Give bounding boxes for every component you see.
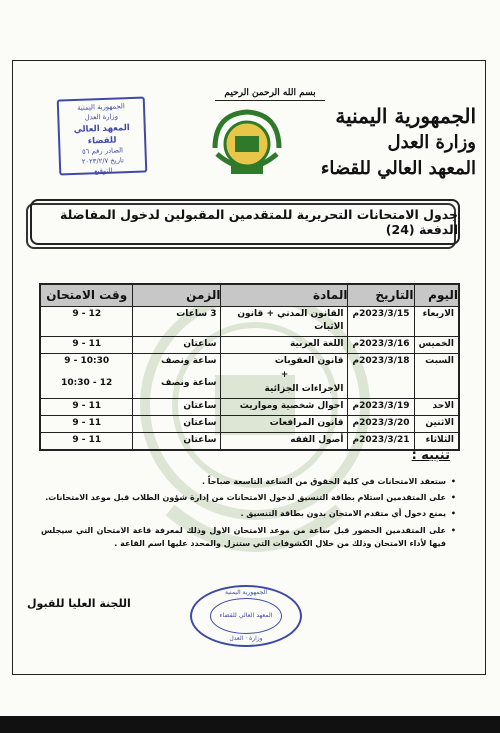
list-item: • على المتقدمين استلام بطاقة التنسيق لدخول الامتحانات من إدارة شؤون الطلاب قبل موعد الامتحانات. — [41, 491, 456, 504]
stamp-line-3: المعهد العالي للقضاء — [73, 122, 130, 147]
letterhead — [306, 106, 476, 186]
table-row — [40, 416, 459, 433]
stamp-line-1: الجمهورية اليمنية — [77, 102, 125, 112]
table-row — [40, 399, 459, 416]
header-day: اليوم — [414, 284, 459, 306]
header-duration: الزمن — [133, 284, 221, 306]
institute-emblem-icon — [207, 108, 287, 178]
letterhead-ministry: وزارة العدل — [387, 132, 476, 153]
basmala: بسم الله الرحمن الرحيم — [224, 88, 316, 98]
duration-part-2: ساعة ونصف — [160, 378, 217, 389]
table-header-row — [40, 284, 459, 306]
seal-inner-ring — [210, 598, 282, 634]
scan-bottom-edge — [0, 716, 500, 733]
list-item: • ستعقد الامتحانات في كلية الحقوق من الساعة التاسعة صباحاً . — [41, 475, 456, 488]
header-time: وقت الامتحان — [40, 284, 133, 306]
cell-day: الخميس — [414, 337, 459, 354]
cell-date: 2023/3/21م — [348, 433, 414, 450]
cell-duration — [133, 354, 221, 399]
stamp-outgoing-label: الصادر — [104, 146, 124, 156]
list-item: • يمنع دخول أي متقدم الامتحان بدون بطاقة التنسيق . — [41, 507, 456, 520]
cell-day: الاثنين — [414, 416, 459, 433]
duration-part-1: ساعة ونصف — [160, 356, 217, 367]
seal-top: الجمهورية اليمنية — [225, 589, 268, 597]
cell-time: 9 - 12 — [40, 306, 133, 337]
cell-day: السبت — [414, 354, 459, 399]
schedule-title: جدول الامتحانات التحريرية للمتقدمين المقبولين لدخول المفاضلة الدفعة (24) — [30, 199, 460, 245]
time-part-2: 10:30 - 12 — [61, 378, 113, 389]
header-subject: المادة — [221, 284, 348, 306]
incoming-stamp — [57, 96, 148, 175]
cell-date: 2023/3/19م — [348, 399, 414, 416]
stamp-line-2: وزارة العدل — [84, 112, 119, 122]
cell-subject: قانون المرافعات — [221, 416, 348, 433]
cell-date: 2023/3/16م — [348, 337, 414, 354]
cell-day: الاربعاء — [414, 306, 459, 337]
cell-day: الاحد — [414, 399, 459, 416]
table-row — [40, 337, 459, 354]
letterhead-institute: المعهد العالي للقضاء — [320, 158, 476, 179]
seal-right: العدل — [229, 635, 244, 642]
cell-time: 9 - 11 — [40, 416, 133, 433]
cell-time: 9 - 11 — [40, 337, 133, 354]
exam-schedule-table — [39, 283, 460, 451]
subject-plus: + — [280, 370, 289, 381]
stamp-date-label: تاريخ — [110, 156, 125, 165]
cell-subject: اللغة العربية — [221, 337, 348, 354]
cell-duration: ساعتان — [133, 337, 221, 354]
cell-date: 2023/3/18م — [348, 354, 414, 399]
seal-left: وزارة — [249, 635, 263, 642]
cell-subject: احوال شخصية ومواريث — [221, 399, 348, 416]
cell-duration: 3 ساعات — [133, 306, 221, 337]
notice-heading: تنبيه : — [411, 448, 450, 463]
subject-part-2: الاجراءات الجزائية — [264, 384, 344, 395]
cell-time — [40, 354, 133, 399]
notice-list — [41, 475, 456, 553]
header-date: التاريخ — [348, 284, 414, 306]
table-row — [40, 433, 459, 450]
seal-center: المعهد العالي للقضاء — [219, 612, 273, 620]
basmala-underline — [215, 100, 325, 101]
table-row — [40, 354, 459, 399]
cell-time: 9 - 11 — [40, 399, 133, 416]
letterhead-country: الجمهورية اليمنية — [335, 104, 476, 128]
cell-date: 2023/3/20م — [348, 416, 414, 433]
cell-subject — [221, 354, 348, 399]
cell-date: 2023/3/15م — [348, 306, 414, 337]
time-part-1: 9 - 10:30 — [64, 356, 110, 367]
cell-time: 9 - 11 — [40, 433, 133, 450]
stamp-outgoing-number: رقم ٥٦ — [81, 147, 103, 157]
stamp-date-value: ٢٠٢٣/٢/٧ — [81, 156, 109, 166]
cell-duration: ساعتان — [133, 399, 221, 416]
cell-subject: القانون المدني + قانون الاثبات — [221, 306, 348, 337]
list-item: • على المتقدمين الحضور قبل ساعة من موعد الامتحان الاول وذلك لمعرفة قاعة الامتحان التي سيجلس فيها لأداء الامتحان وذلك من خلال الكشوفات التي ستنزل والمحدد عليها اسم القاعة . — [41, 524, 456, 550]
cell-subject: أصول الفقه — [221, 433, 348, 450]
table-row — [40, 306, 459, 337]
official-seal: الجمهورية اليمنية المعهد العالي للقضاء وزارة · العدل — [190, 585, 302, 647]
subject-part-1: قانون العقوبات — [274, 356, 344, 367]
cell-duration: ساعتان — [133, 416, 221, 433]
committee-signature: اللجنة العليا للقبول — [27, 597, 131, 610]
cell-day: الثلاثاء — [414, 433, 459, 450]
cell-duration: ساعتان — [133, 433, 221, 450]
stamp-signature-label: التوقيع — [93, 166, 113, 176]
